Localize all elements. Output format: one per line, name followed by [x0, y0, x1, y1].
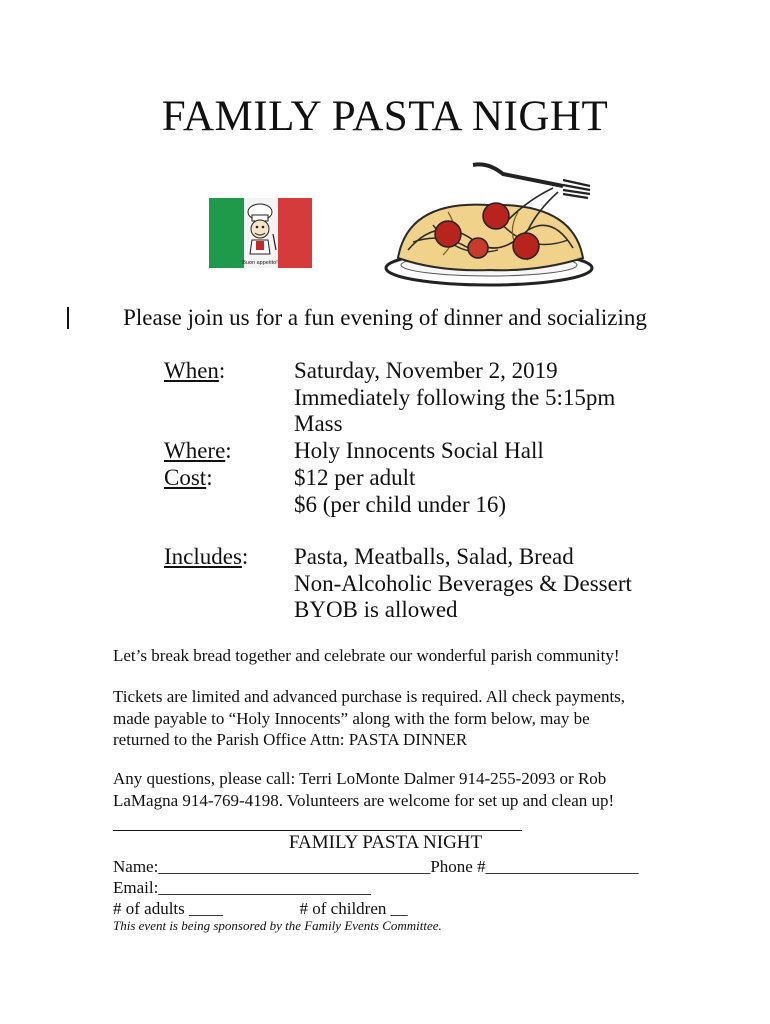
cost-label: Cost: [164, 465, 213, 490]
includes-value: Pasta, Meatballs, Salad, Bread Non-Alcoholic Beverages & Dessert BYOB is allowed [294, 544, 632, 622]
name-phone-line: Name:________________________________Phone #__________________ [113, 857, 639, 876]
email-line: Email:_________________________ [113, 878, 371, 897]
where-label: Where: [164, 438, 232, 463]
when-value: Saturday, November 2, 2019 Immediately following the 5:15pm Mass [294, 358, 616, 436]
intro-text: Please join us for a fun evening of dinner and socializing [123, 305, 647, 330]
page-title: FAMILY PASTA NIGHT [161, 93, 609, 140]
tickets-text: Tickets are limited and advanced purchase is required. All check payments, made payable to “Holy Innocents” along with the form below, may be returned to the Parish Office Attn: PASTA DINNER [113, 687, 626, 749]
italian-flag-chef-image [209, 198, 312, 268]
sponsor-note: This event is being sponsored by the Family Events Committee. [113, 918, 442, 933]
counts-line: # of adults ____ # of children __ [113, 899, 408, 918]
where-value: Holy Innocents Social Hall [294, 438, 544, 463]
flag-caption: Buon appetito! [242, 260, 278, 266]
includes-label: Includes: [164, 544, 249, 569]
cost-value: $12 per adult $6 (per child under 16) [294, 465, 507, 517]
questions-text: Any questions, please call: Terri LoMonte Dalmer 914-255-2093 or Rob LaMagna 914-769-4198. Volunteers are welcome for set up and clean up! [113, 769, 615, 810]
spaghetti-plate-image [378, 160, 600, 288]
form-title: FAMILY PASTA NIGHT [288, 832, 483, 853]
form-divider [113, 830, 522, 831]
when-label: When: [164, 358, 226, 383]
break-bread-text: Let’s break bread together and celebrate our wonderful parish community! [113, 646, 620, 665]
